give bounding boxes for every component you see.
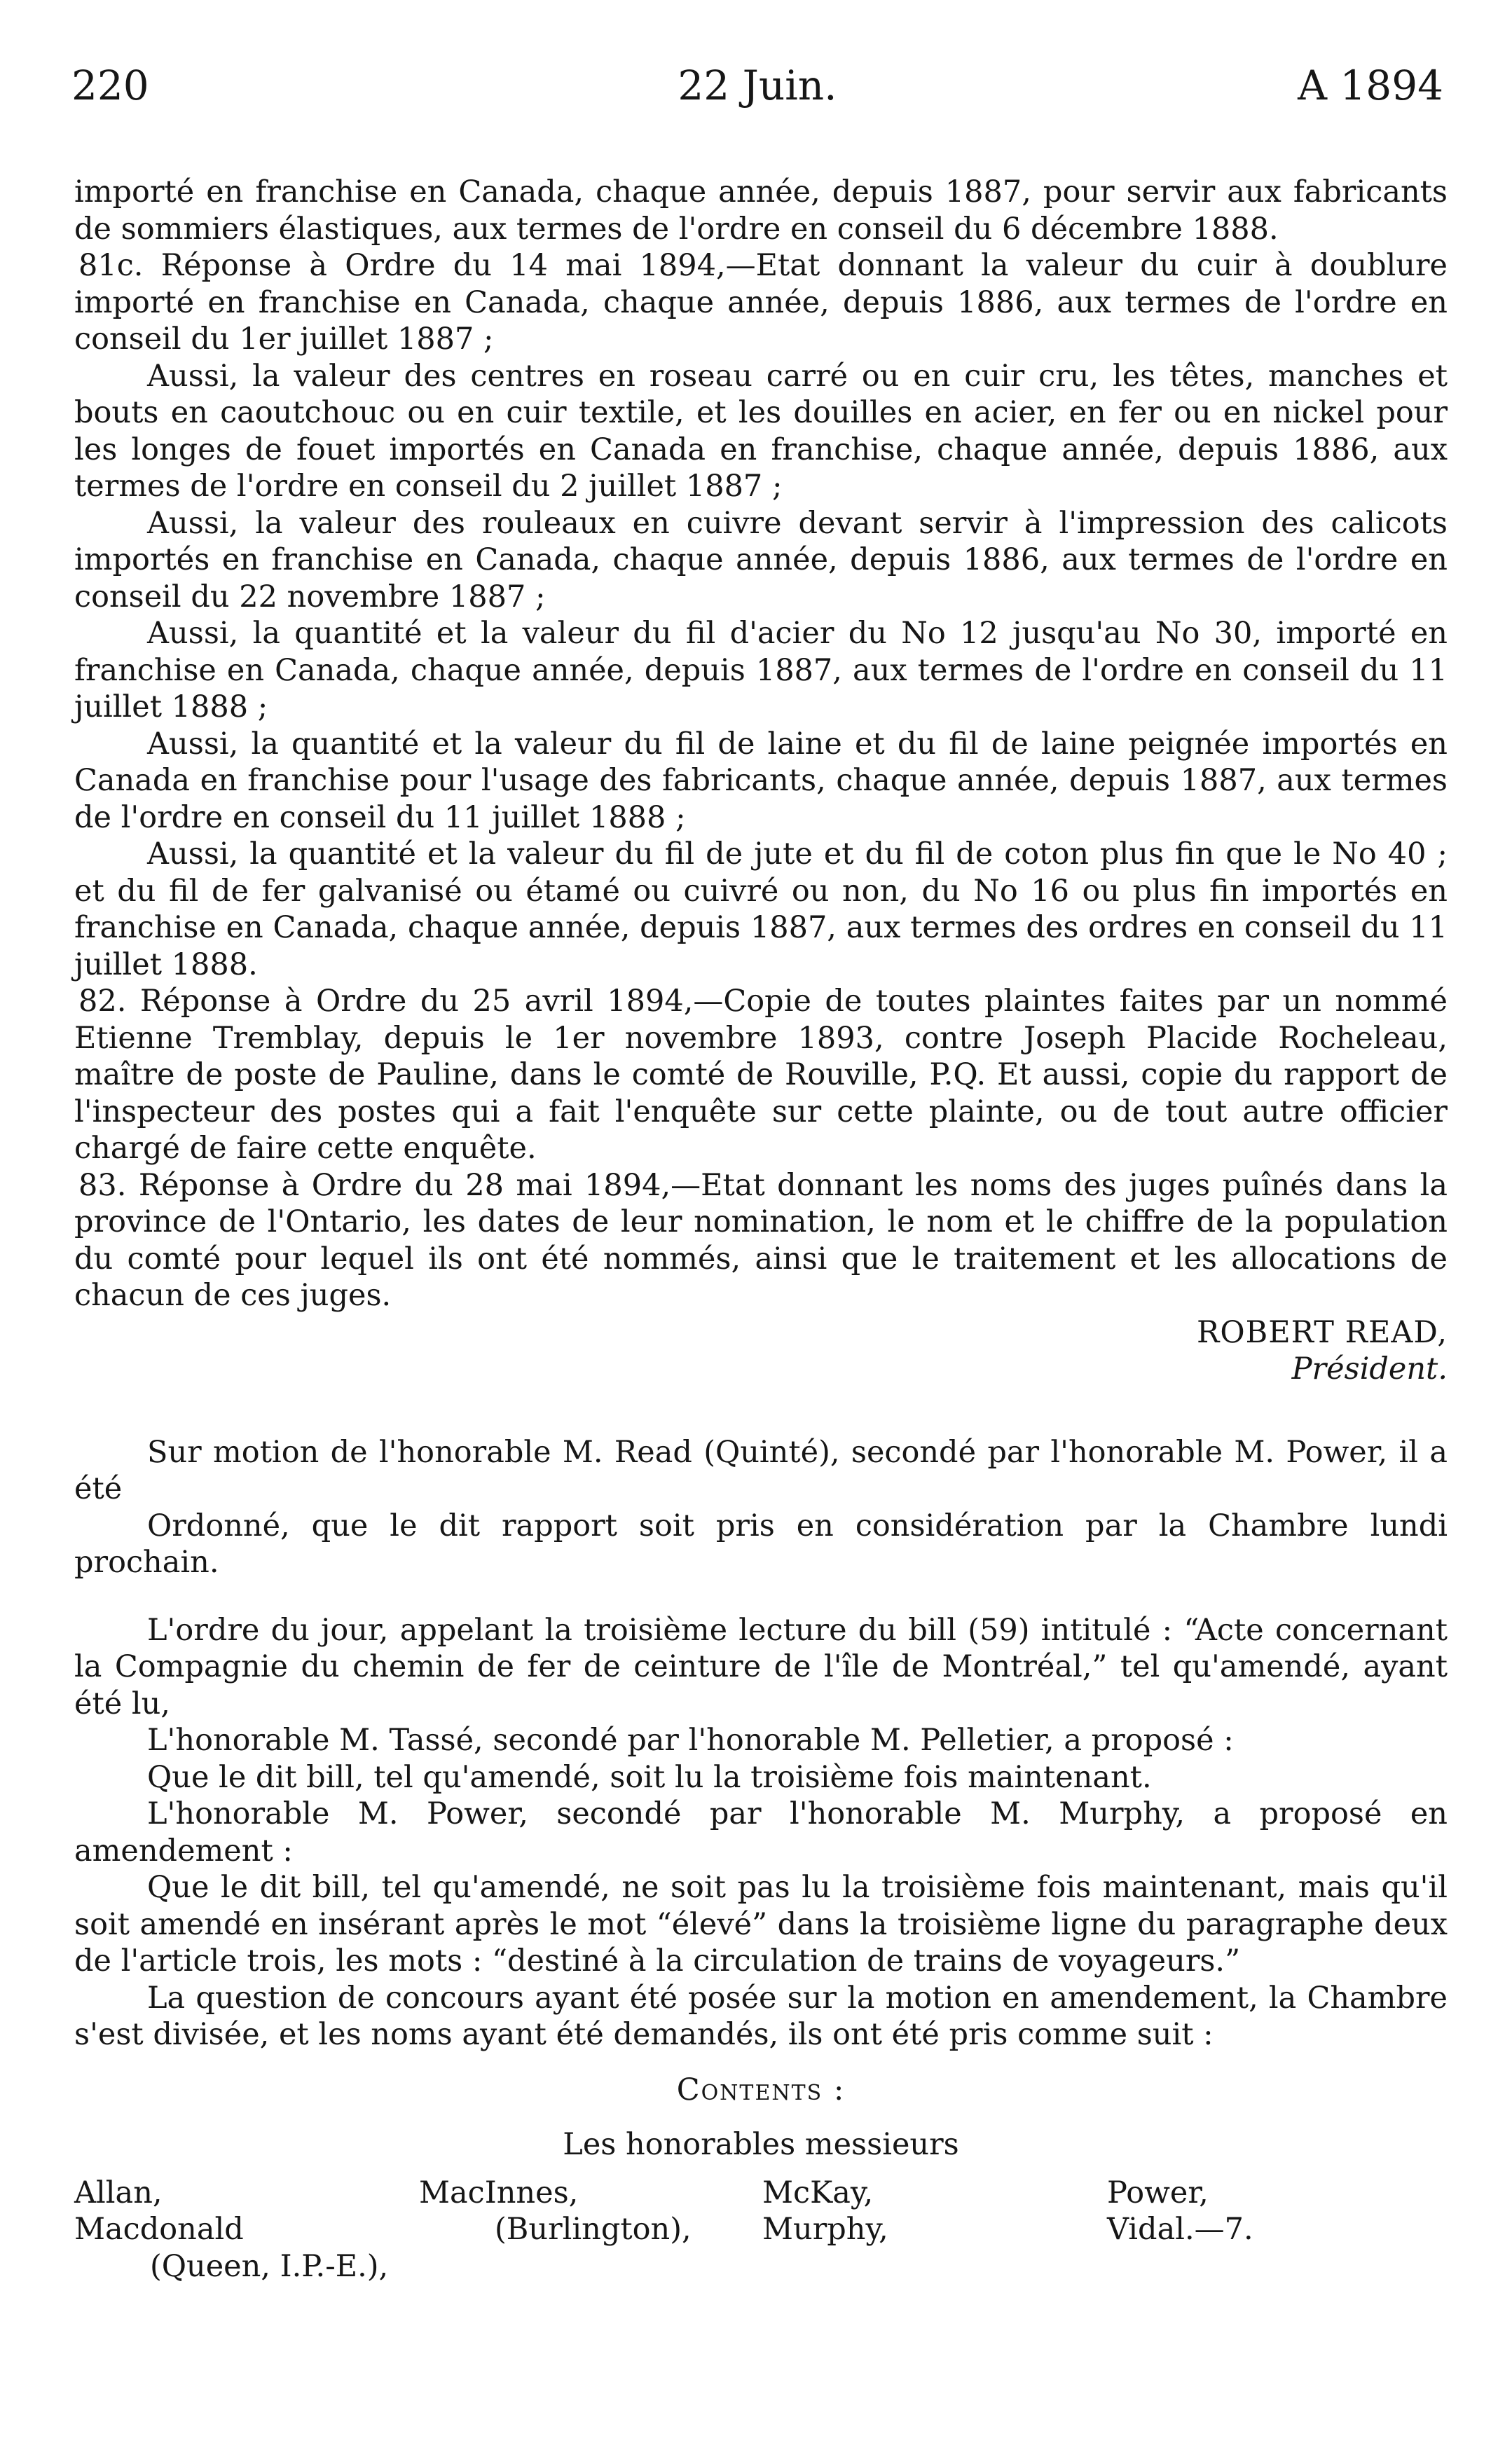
running-header [71, 62, 1443, 118]
member-name: MacInnes, [419, 2175, 579, 2210]
paragraph: Aussi, la quantité et la valeur du fil de jute et du fil de coton plus fin que le No 40 ; et du fil de fer galvanisé ou étamé ou cuivré ou non, du No 16 ou plus fin importés en franchise en Canada, chaque année, depuis 1887, aux termes des ordres en conseil du 11 juillet 1888. [74, 837, 1448, 982]
member-name: Power, [1107, 2175, 1209, 2210]
paragraph: 81c. Réponse à Ordre du 14 mai 1894,—Etat donnant la valeur du cuir à doublure importé en franchise en Canada, chaque année, depuis 1886, aux termes de l'ordre en conseil du 1er juillet 1887 ; [74, 248, 1448, 357]
member-name: Vidal.—7. [1107, 2212, 1253, 2247]
paragraph: Que le dit bill, tel qu'amendé, ne soit pas lu la troisième fois maintenant, mais qu'il soit amendé en insérant après le mot “élevé” dans la troisième ligne du paragraphe deux de l'article trois, les mots : “destiné à la circulation de trains de voyageurs.” [74, 1870, 1448, 1979]
vote-column [74, 2175, 419, 2285]
member-name: Allan, [74, 2175, 163, 2210]
paragraph: Aussi, la valeur des centres en roseau carré ou en cuir cru, les têtes, manches et bouts en caoutchouc ou en cuir textile, et les douilles en acier, en fer ou en nickel pour les longes de fouet importés en Canada en franchise, chaque année, depuis 1886, aux termes de l'ordre en conseil du 2 juillet 1887 ; [74, 358, 1448, 504]
header-year: A 1894 [1298, 62, 1443, 109]
signature-title: Président. [1291, 1351, 1448, 1386]
paragraph: Aussi, la quantité et la valeur du fil d'acier du No 12 jusqu'au No 30, importé en franchise en Canada, chaque année, depuis 1887, aux termes de l'ordre en conseil du 11 juillet 1888 ; [74, 616, 1448, 724]
vote-names-list [74, 2175, 1448, 2285]
vote-subheading: Les honorables messieurs [563, 2127, 959, 2162]
paragraph: L'honorable M. Tassé, secondé par l'honorable M. Pelletier, a proposé : [147, 1723, 1234, 1758]
header-date: 22 Juin. [678, 62, 837, 109]
member-name: McKay, [762, 2175, 874, 2210]
member-name: Macdonald [74, 2212, 244, 2247]
vote-column [419, 2175, 762, 2285]
vote-column [1107, 2175, 1448, 2285]
vote-heading: Contents : [676, 2072, 846, 2107]
member-name: Murphy, [762, 2212, 888, 2247]
paragraph: 82. Réponse à Ordre du 25 avril 1894,—Copie de toutes plaintes faites par un nommé Etienne Tremblay, depuis le 1er novembre 1893, contre Joseph Placide Rocheleau, maître de poste de Pauline, dans le comté de Rouville, P.Q. Et aussi, copie du rapport de l'inspecteur des postes qui a fait l'enquête sur cette plainte, ou de tout autre officier chargé de faire cette enquête. [74, 984, 1448, 1166]
paragraph: Que le dit bill, tel qu'amendé, soit lu la troisième fois maintenant. [147, 1759, 1152, 1795]
paragraph: Ordonné, que le dit rapport soit pris en considération par la Chambre lundi prochain. [74, 1508, 1448, 1580]
paragraph: L'ordre du jour, appelant la troisième lecture du bill (59) intitulé : “Acte concernant la Compagnie du chemin de fer de ceinture de l'île de Montréal,” tel qu'amendé, ayant été lu, [74, 1612, 1448, 1721]
paragraph: Aussi, la valeur des rouleaux en cuivre devant servir à l'impression des calicots importés en franchise en Canada, chaque année, depuis 1886, aux termes de l'ordre en conseil du 22 novembre 1887 ; [74, 505, 1448, 614]
signature-name: ROBERT READ, [1196, 1314, 1448, 1350]
paragraph: Sur motion de l'honorable M. Read (Quinté), secondé par l'honorable M. Power, il a été [74, 1434, 1448, 1506]
page-number: 220 [71, 62, 149, 109]
page-body [74, 174, 1448, 2285]
member-constituency: (Queen, I.P.-E.), [150, 2248, 389, 2284]
member-constituency: (Burlington), [495, 2212, 692, 2247]
paragraph: La question de concours ayant été posée sur la motion en amendement, la Chambre s'est divisée, et les noms ayant été demandés, ils ont été pris comme suit : [74, 1980, 1448, 2052]
vote-column [762, 2175, 1107, 2285]
paragraph: 83. Réponse à Ordre du 28 mai 1894,—Etat donnant les noms des juges puînés dans la province de l'Ontario, les dates de leur nomination, le nom et le chiffre de la population du comté pour lequel ils ont été nommés, ainsi que le traitement et les allocations de chacun de ces juges. [74, 1167, 1448, 1313]
paragraph: Aussi, la quantité et la valeur du fil de laine et du fil de laine peignée importés en Canada en franchise pour l'usage des fabricants, chaque année, depuis 1887, aux termes de l'ordre en conseil du 11 juillet 1888 ; [74, 726, 1448, 835]
paragraph: importé en franchise en Canada, chaque année, depuis 1887, pour servir aux fabricants de sommiers élastiques, aux termes de l'ordre en conseil du 6 décembre 1888. [74, 174, 1448, 247]
paragraph: L'honorable M. Power, secondé par l'honorable M. Murphy, a proposé en amendement : [74, 1796, 1448, 1869]
